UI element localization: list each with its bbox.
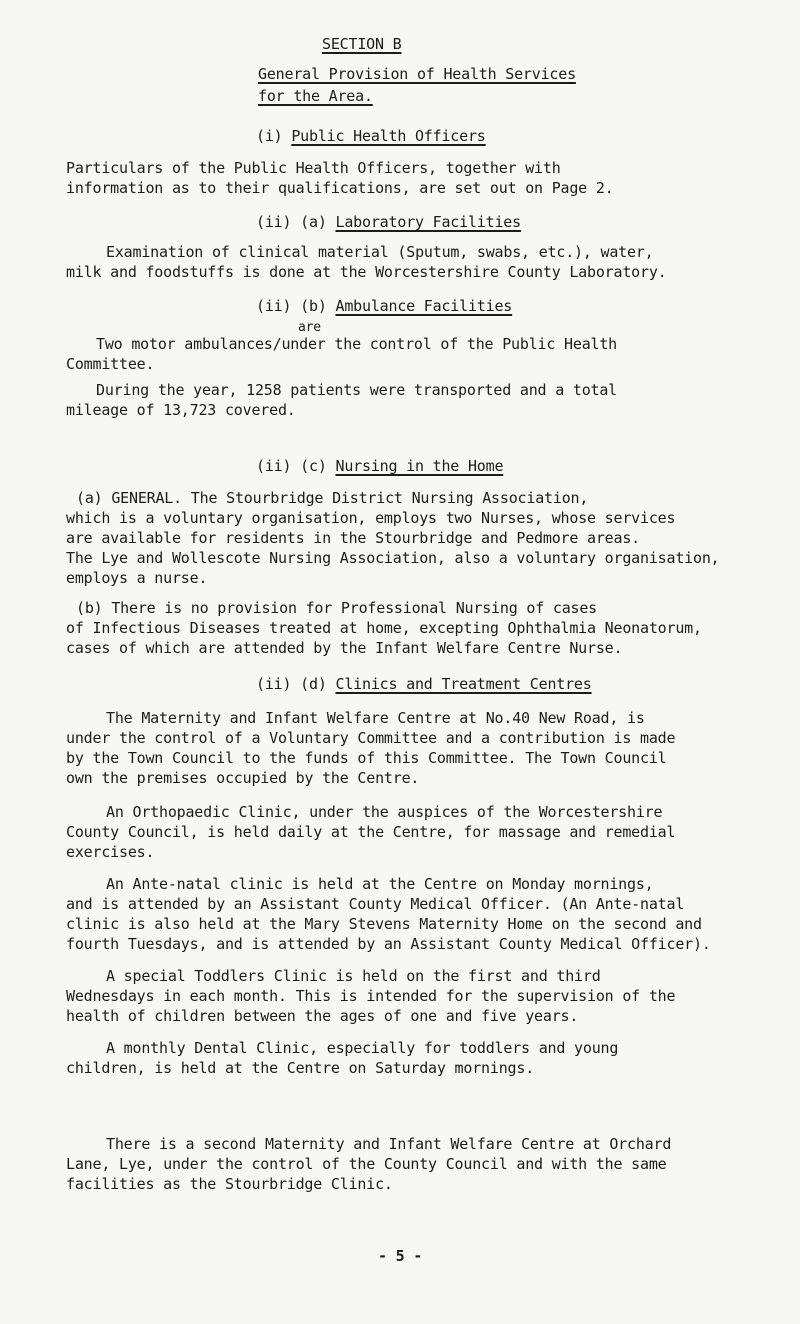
- paragraph-antenatal-clinic: [66, 874, 794, 954]
- text-line: A monthly Dental Clinic, especially for toddlers and young: [106, 1039, 619, 1057]
- text-line: children, is held at the Centre on Saturday mornings.: [66, 1059, 535, 1077]
- subsection-laboratory-facilities: [256, 212, 521, 232]
- subsection-title: Clinics and Treatment Centres: [335, 675, 592, 693]
- main-heading-line2: for the Area.: [258, 87, 373, 105]
- text-line: (b) There is no provision for Professional Nursing of cases: [76, 599, 598, 617]
- subsection-clinics: [256, 674, 592, 694]
- paragraph-second-maternity-centre: [66, 1134, 794, 1194]
- text-line: Particulars of the Public Health Officers, together with: [66, 159, 561, 177]
- subsection-public-health-officers: [256, 126, 486, 146]
- paragraph-toddlers-clinic: [66, 966, 786, 1026]
- text-line: Two motor ambulances/under the control of the Public Health: [96, 335, 618, 353]
- paragraph-ambulance-facilities: [66, 334, 786, 374]
- subsection-title: Nursing in the Home: [335, 457, 504, 475]
- text-line: of Infectious Diseases treated at home, excepting Ophthalmia Neonatorum,: [66, 619, 702, 637]
- paragraph-maternity-centre: [66, 708, 786, 788]
- text-line: own the premises occupied by the Centre.: [66, 769, 420, 787]
- text-line: The Maternity and Infant Welfare Centre at No.40 New Road, is: [106, 709, 645, 727]
- text-line: Examination of clinical material (Sputum, swabs, etc.), water,: [106, 243, 654, 261]
- text-line: The Lye and Wollescote Nursing Association, also a voluntary organisation,: [66, 549, 720, 567]
- text-line: An Orthopaedic Clinic, under the auspices of the Worcestershire: [106, 803, 663, 821]
- text-line: information as to their qualifications, are set out on Page 2.: [66, 179, 614, 197]
- text-line: milk and foodstuffs is done at the Worcestershire County Laboratory.: [66, 263, 667, 281]
- text-line: fourth Tuesdays, and is attended by an Assistant County Medical Officer).: [66, 935, 711, 953]
- text-line: During the year, 1258 patients were transported and a total: [96, 381, 618, 399]
- subsection-number: (i): [256, 127, 283, 145]
- paragraph-orthopaedic-clinic: [66, 802, 786, 862]
- text-line: An Ante-natal clinic is held at the Centre on Monday mornings,: [106, 875, 654, 893]
- subsection-number: (ii) (d): [256, 675, 327, 693]
- text-line: A special Toddlers Clinic is held on the first and third: [106, 967, 601, 985]
- text-line: (a) GENERAL. The Stourbridge District Nursing Association,: [76, 489, 589, 507]
- text-line: cases of which are attended by the Infant Welfare Centre Nurse.: [66, 639, 623, 657]
- subsection-number: (ii) (a): [256, 213, 327, 231]
- subsection-title: Public Health Officers: [291, 127, 486, 145]
- paragraph-laboratory-facilities: [66, 242, 786, 282]
- page-number: - 5 -: [378, 1247, 423, 1265]
- text-line: by the Town Council to the funds of this Committee. The Town Council: [66, 749, 667, 767]
- handwritten-insert: are: [298, 320, 321, 335]
- text-line: County Council, is held daily at the Centre, for massage and remedial: [66, 823, 676, 841]
- text-line: There is a second Maternity and Infant Welfare Centre at Orchard: [106, 1135, 672, 1153]
- paragraph-public-health-officers: [66, 158, 786, 198]
- paragraph-nursing-infectious: [66, 598, 794, 658]
- text-line: employs a nurse.: [66, 569, 208, 587]
- subsection-title: Ambulance Facilities: [335, 297, 513, 315]
- subsection-title: Laboratory Facilities: [335, 213, 521, 231]
- text-line: exercises.: [66, 843, 155, 861]
- text-line: under the control of a Voluntary Committee and a contribution is made: [66, 729, 676, 747]
- paragraph-nursing-general: [66, 488, 794, 588]
- subsection-ambulance-facilities: [256, 296, 512, 316]
- text-line: mileage of 13,723 covered.: [66, 401, 296, 419]
- subsection-number: (ii) (b): [256, 297, 327, 315]
- paragraph-dental-clinic: [66, 1038, 786, 1078]
- subsection-number: (ii) (c): [256, 457, 327, 475]
- subsection-nursing-in-home: [256, 456, 503, 476]
- text-line: Lane, Lye, under the control of the County Council and with the same: [66, 1155, 667, 1173]
- text-line: which is a voluntary organisation, employs two Nurses, whose services: [66, 509, 676, 527]
- text-line: Committee.: [66, 355, 155, 373]
- text-line: facilities as the Stourbridge Clinic.: [66, 1175, 393, 1193]
- main-heading-line1: General Provision of Health Services: [258, 65, 576, 83]
- text-line: clinic is also held at the Mary Stevens Maternity Home on the second and: [66, 915, 702, 933]
- section-title: SECTION B: [322, 35, 402, 53]
- text-line: and is attended by an Assistant County Medical Officer. (An Ante-natal: [66, 895, 685, 913]
- text-line: Wednesdays in each month. This is intended for the supervision of the: [66, 987, 676, 1005]
- text-line: health of children between the ages of one and five years.: [66, 1007, 579, 1025]
- paragraph-ambulance-mileage: [66, 380, 786, 420]
- text-line: are available for residents in the Stourbridge and Pedmore areas.: [66, 529, 640, 547]
